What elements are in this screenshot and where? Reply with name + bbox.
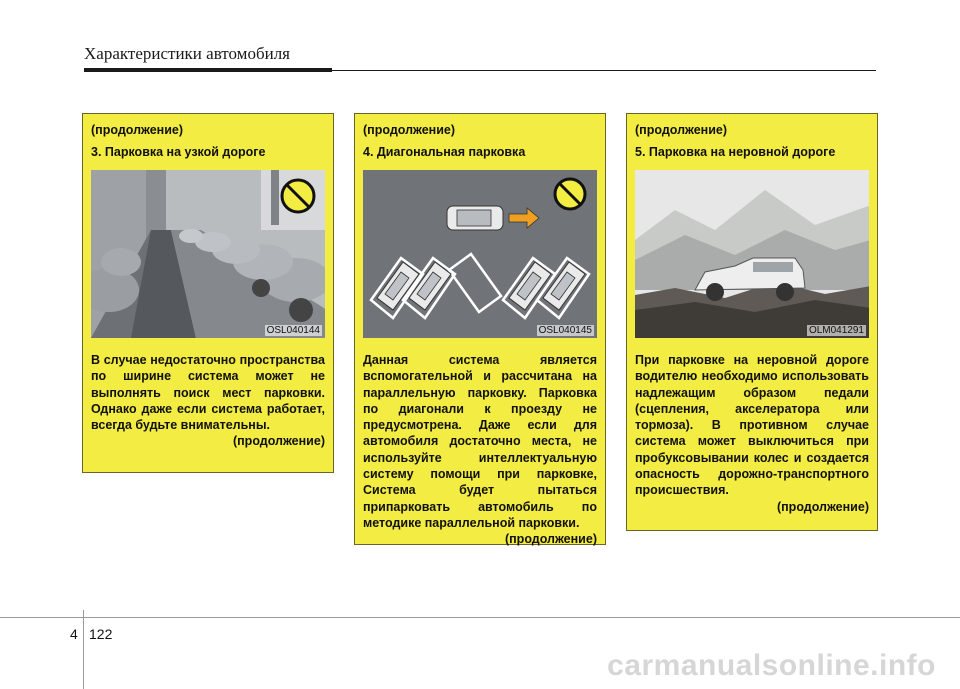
- panel-body-text: При парковке на неровной дороге водителю необходимо использовать надлежащим образом педали (сцепления, акселератора или тормоза). В противном случае система может выключиться при пробуксовывании колес и создается опасность дорожно-транспортного происшествия.: [635, 353, 869, 498]
- watermark-text: carmanualsonline.info: [607, 649, 936, 682]
- figure-code: OSL040144: [266, 325, 320, 336]
- panel-continued-tail: (продолжение): [232, 434, 325, 449]
- chapter-number: 4: [70, 626, 78, 642]
- panel-diagonal-parking: [354, 113, 606, 545]
- no-entry-icon: [282, 180, 314, 212]
- panel-heading: 4. Диагональная парковка: [363, 145, 526, 159]
- narrow-road-illustration: [91, 170, 325, 338]
- footer-rule-vertical: [83, 610, 84, 689]
- figure-code: OSL040145: [538, 325, 592, 336]
- page-header-title: Характеристики автомобиля: [84, 44, 290, 63]
- panel-continued-label: (продолжение): [91, 123, 184, 137]
- header-rule-thick: [84, 68, 332, 72]
- header-rule-thin: [332, 70, 876, 71]
- panel-heading: 5. Парковка на неровной дороге: [635, 145, 836, 159]
- no-entry-icon: [555, 179, 585, 209]
- panel-narrow-road: [82, 113, 334, 473]
- panel-body-text: В случае недостаточно пространства по ширине система может не выполнять поиск мест парковки. Однако даже если система работает, всегда будьте внимательны.: [91, 353, 325, 433]
- uneven-road-illustration: [635, 170, 869, 338]
- panel-continued-label: (продолжение): [363, 123, 456, 137]
- panel-heading: 3. Парковка на узкой дороге: [91, 145, 266, 159]
- panel-continued-tail: (продолжение): [504, 532, 597, 547]
- diagonal-parking-illustration: [363, 170, 597, 338]
- figure-code: OLM041291: [808, 325, 864, 336]
- page-number: 122: [89, 626, 113, 642]
- footer-rule-horizontal: [0, 617, 960, 618]
- panel-continued-label: (продолжение): [635, 123, 728, 137]
- panel-continued-tail: (продолжение): [776, 499, 869, 514]
- panel-uneven-road: [626, 113, 878, 531]
- panel-body-text: Данная система является вспомогательной и рассчитана на параллельную парковку. Парковка по диагонали к проезду не предусмотрена. Даже если для автомобиля достаточно места, не используйте интеллектуальную систему помощи при парковке, Система будет пытаться припарковать автомобиль по методике параллельной парковки.: [363, 353, 597, 530]
